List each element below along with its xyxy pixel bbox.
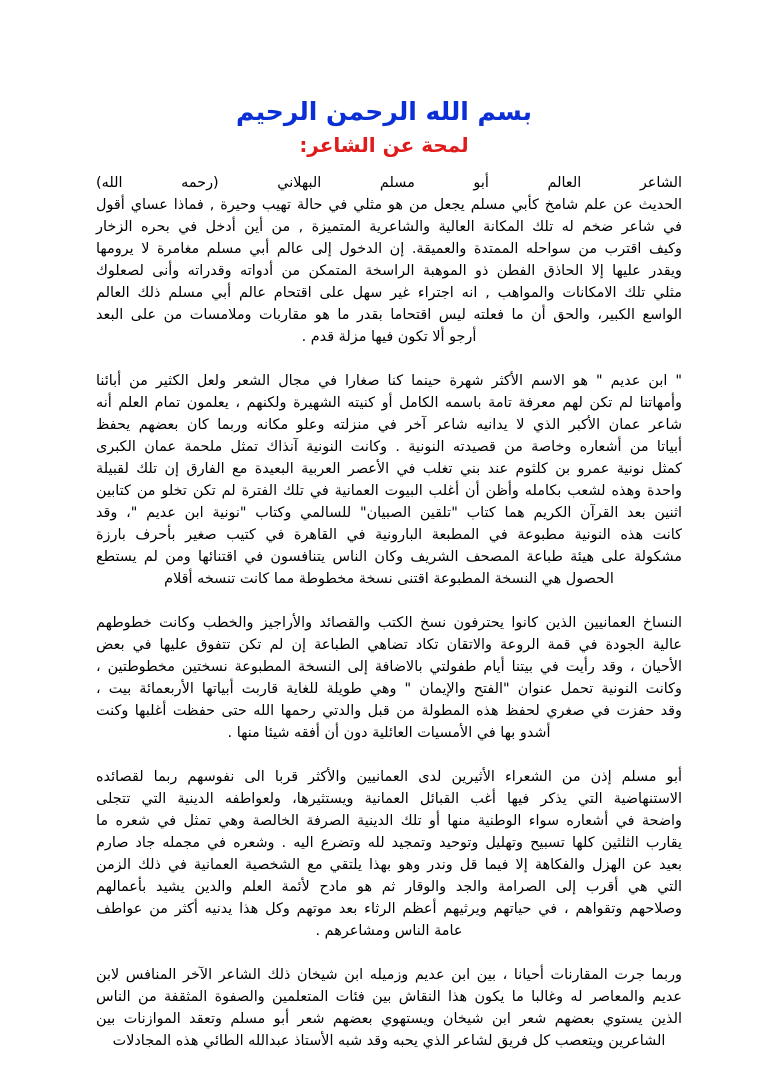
text-line: الواسع الكبير، والحق أن ما فعلته ليس اقتحاما بقدر ما هو مقاربات وملامسات من على البعد [96, 307, 682, 323]
text-line: الذين يستوي بعضهم شعر ابن شيخان ويستهوي بعضهم شعر أبو مسلم وتعقد الموازنات بين [96, 1011, 682, 1027]
basmala-heading: بسم الله الرحمن الرحيم [236, 97, 532, 126]
text-line: عديم والمعاصر له وغالبا ما يكون هذا النقاش بين فئات المتعلمين والصفوة المثقفة من الناس [96, 989, 682, 1005]
paragraph [96, 370, 682, 590]
text-line: وكانت النونية تحمل عنوان "الفتح والإيمان " وهي طويلة للغاية قاربت أبياتها الأربعمائة بيت ، [96, 681, 682, 697]
text-line: كمثل نونية عمرو بن كلثوم عند بني تغلب في الأعصر العربية البعيدة مع الفارق إن تلك لقبيلة [96, 461, 682, 477]
document-body [96, 172, 682, 1074]
text-line: كانت هذه النونية مطبوعة في المطبعة البارونية في القاهرة في كتيب صغير بأحرف بارزة [96, 527, 682, 543]
section-subtitle: لمحة عن الشاعر: [299, 133, 469, 157]
text-line: وكيف اقترب من سواحله الممتدة والعميقة. إن الدخول إلى عالم أبي مسلم مغامرة لا يرومها [96, 241, 682, 257]
text-line: الحديث عن علم شامخ كأبي مسلم يجعل من هو مثلي في حالة تهيب وحيرة , فماذا عساي أقول [96, 197, 682, 213]
text-line: الشاعر العالم أبو مسلم البهلاني (رحمه الله) [96, 175, 682, 191]
text-line: يقارب الثلثين كلها تسبيح وتهليل وتوحيد وتمجيد لله وتضرع اليه . وشعره في مجمله جاد صارم [96, 835, 682, 851]
text-line: أبياتا من أشعاره وخاصة من قصيدته النونية . وكانت النونية آنذاك تمثل ملحمة عمان الكبرى [96, 439, 682, 455]
text-line: وصلاحهم وتقواهم ، في حياتهم ويرثيهم أعظم الرثاء بعد موتهم وكل هذا يدنيه أكثر من عواطف [96, 901, 682, 917]
text-line: الأحيان ، وقد رأيت في بيتنا أيام طفولتي بالاضافة إلى النسخة المطبوعة نسختين مخطوطتين ، [96, 659, 682, 675]
text-line: في شاعر ضخم له تلك المكانة العالية والشاعرية المتميزة , من أين أدخل في بحره الزخار [96, 219, 682, 235]
text-line: " ابن عديم " هو الاسم الأكثر شهرة حينما كنا صغارا في مجال الشعر ولعل الكثير من أبائنا [96, 373, 682, 389]
text-line: الاستنهاضية التي يذكر فيها أغب القبائل العمانية ويستثيرها، ولعواطفه الدينية التي تتجلى [96, 791, 682, 807]
text-line: أبو مسلم إذن من الشعراء الأثيرين لدى العمانيين والأكثر قربا الى نفوسهم ربما لقصائده [96, 769, 682, 785]
text-line: أشدو بها في الأمسيات العائلية دون أن أفقه شيئا منها . [227, 725, 551, 741]
text-line: عالية الجودة في قمة الروعة والاتقان تكاد تضاهي الطباعة إن لم تكن تتفوق عليها في بعض [96, 637, 682, 653]
text-line: النساخ العمانيين الذين كانوا يحترفون نسخ الكتب والقصائد والأراجيز والخطب وكانت خطوطهم [96, 615, 682, 631]
text-line: عامة الناس ومشاعرهم . [315, 923, 463, 939]
text-line: ويقدر عليها إلا الحاذق الفطن ذو الموهبة الراسخة المتمكن من أدواته وقدراته وأنى لصعلوك [96, 263, 682, 279]
paragraph [96, 964, 682, 1052]
text-line: الشاعرين ويتعصب كل فريق لشاعر الذي يحبه وقد شبه الأستاذ عبدالله الطائي هذه المجادلات [112, 1033, 666, 1049]
paragraph [96, 172, 682, 348]
text-line: التي هي أقرب إلى الصرامة والجد والوقار ثم هو مادح لأئمة العلم والدين يشيد بأعمالهم [96, 879, 682, 895]
text-line: شاعر عمان الأكبر الذي لا يدانيه شاعر آخر في منزلته وعلو مكانه وربما كان بعضهم يحفظ [96, 417, 682, 433]
text-line: أرجو ألا تكون فيها مزلة قدم . [301, 329, 477, 345]
text-line: وأمهاتنا لم تكن لهم معرفة تامة باسمه الكامل أو كنيته الشهيرة ولكنهم ، يعلمون تمام العلم أنه [96, 395, 682, 411]
paragraph [96, 612, 682, 744]
text-line: مثلي تلك الامكانات والمواهب , انه اجتراء غير سهل على اقتحام عالم أبي مسلم ذلك العالم [96, 285, 682, 301]
text-line: واحدة وهذه لشعب بكامله وأظن أن أغلب البيوت العمانية في تلك الفترة لم تكن تخلو من كتابين [96, 483, 682, 499]
paragraph [96, 766, 682, 942]
text-line: واضحة في أشعاره سواء الوطنية منها أو تلك الدينية الصرفة الخالصة وهي تمثل في شعره ما [96, 813, 682, 829]
text-line: الحصول هي النسخة المطبوعة اقتنى نسخة مخطوطة مما كانت تنسخه أقلام [164, 571, 614, 587]
text-line: مشكولة على هيئة طباعة المصحف الشريف وكان الناس يتنافسون في اقتنائها ومن لم يستطع [96, 549, 682, 565]
text-line: اثنين بعد القرآن الكريم هما كتاب "تلقين الصبيان" للسالمي وكتاب "نونية ابن عديم "، وقد [96, 505, 682, 521]
text-line: وقد حفزت في صغري لحفظ هذه المطولة من قبل والدتي رحمها الله حتى حفظت أغلبها وكنت [96, 703, 682, 719]
text-line: وربما جرت المقارنات أحيانا ، بين ابن عديم وزميله ابن شيخان ذلك الشاعر الآخر المنافس لابن [96, 967, 682, 983]
text-line: بعيد عن الهزل والفكاهة إلا فيما قل وندر وهو بهذا يلتقي مع الشخصية العمانية في ذلك الزمن [96, 857, 682, 873]
